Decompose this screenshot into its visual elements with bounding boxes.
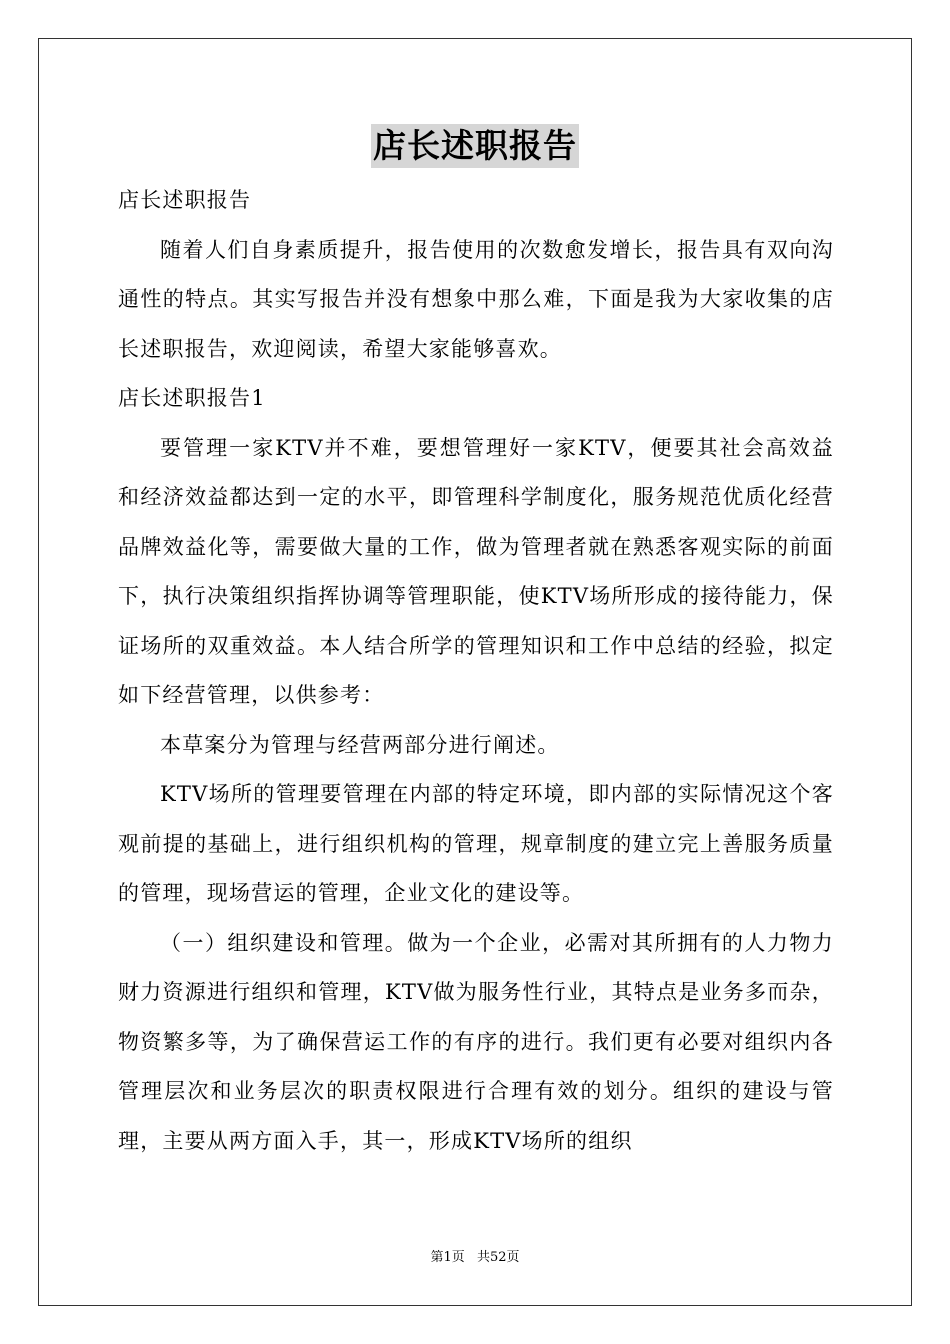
title-wrap <box>0 124 950 168</box>
paragraph: KTV场所的管理要管理在内部的特定环境，即内部的实际情况这个客观前提的基础上，进行组织机构的管理，规章制度的建立完上善服务质量的管理，现场营运的管理，企业文化的建设等。 <box>118 782 834 905</box>
paragraph: 本草案分为管理与经营两部分进行阐述。 <box>160 732 560 757</box>
page-number: 第1页 <box>430 1250 465 1265</box>
paragraph: （一）组织建设和管理。做为一个企业，必需对其所拥有的人力物力财力资源进行组织和管理，KTV做为服务性行业，其特点是业务多而杂，物资繁多等，为了确保营运工作的有序的进行。我们更有必要对组织内各管理层次和业务层次的职责权限进行合理有效的划分。组织的建设与管理，主要从两方面入手，其一，形成KTV场所的组织 <box>118 930 834 1153</box>
document-title: 店长述职报告 <box>371 124 579 168</box>
paragraph: 要管理一家KTV并不难，要想管理好一家KTV，便要其社会高效益和经济效益都达到一定的水平，即管理科学制度化，服务规范优质化经营品牌效益化等，需要做大量的工作，做为管理者就在熟悉客观实际的前面下，执行决策组织指挥协调等管理职能，使KTV场所形成的接待能力，保证场所的双重效益。本人结合所学的管理知识和工作中总结的经验，拟定如下经营管理，以供参考： <box>118 435 834 707</box>
paragraph: 随着人们自身素质提升，报告使用的次数愈发增长，报告具有双向沟通性的特点。其实写报告并没有想象中那么难，下面是我为大家收集的店长述职报告，欢迎阅读，希望大家能够喜欢。 <box>118 237 834 361</box>
page-total: 共52页 <box>476 1250 520 1265</box>
document-body <box>118 176 834 1166</box>
page-footer <box>0 1246 950 1265</box>
paragraph: 店长述职报告1 <box>118 386 266 410</box>
paragraph: 店长述职报告 <box>118 188 252 212</box>
